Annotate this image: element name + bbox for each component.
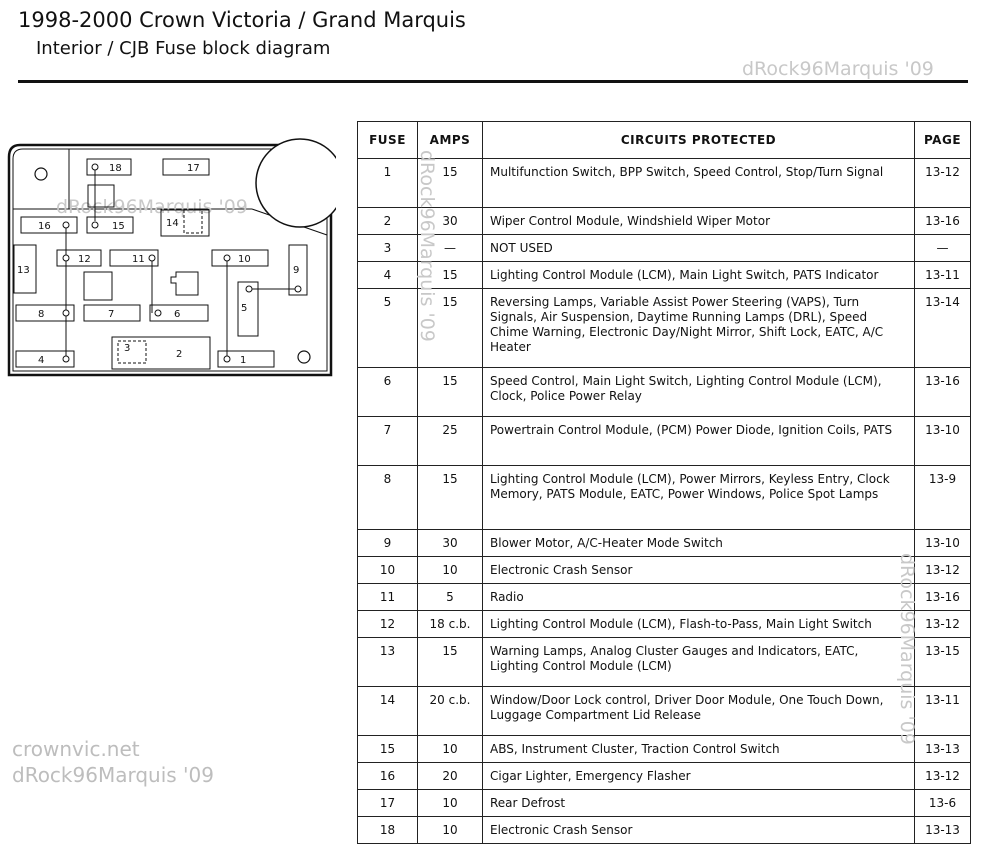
fuse-page: 13-14 (915, 289, 971, 368)
page-title: 1998-2000 Crown Victoria / Grand Marquis (18, 8, 466, 32)
table-row (358, 638, 971, 687)
table-row (358, 611, 971, 638)
relay-block (171, 272, 198, 295)
fuse-amps: 15 (418, 289, 483, 368)
fuse-number: 4 (358, 262, 418, 289)
fuse-3 (118, 341, 146, 363)
fuse-page: 13-9 (915, 466, 971, 530)
fuse-amps: 20 c.b. (418, 687, 483, 736)
fuse-number: 12 (358, 611, 418, 638)
fuse-page: 13-16 (915, 368, 971, 417)
watermark-vertical: dRock96Marquis '09 (416, 150, 438, 342)
fuse-amps: 10 (418, 790, 483, 817)
fuse-terminal (63, 310, 69, 316)
fuse-number: 6 (358, 368, 418, 417)
fuse-amps: 30 (418, 530, 483, 557)
fuse-number: 14 (358, 687, 418, 736)
fuse-1-label: 1 (240, 355, 247, 366)
fuse-terminal (149, 255, 155, 261)
fuse-4-label: 4 (38, 355, 45, 366)
title-divider (18, 80, 968, 83)
fuse-page: 13-12 (915, 611, 971, 638)
table-row (358, 817, 971, 844)
table-row (358, 687, 971, 736)
fuse-page: — (915, 235, 971, 262)
fuse-amps: 15 (418, 466, 483, 530)
fuse-number: 5 (358, 289, 418, 368)
fuse-amps: 15 (418, 368, 483, 417)
fuse-circuits: Speed Control, Main Light Switch, Lighting Control Module (LCM), Clock, Police Power Relay (483, 368, 915, 417)
fuse-18-label: 18 (109, 163, 122, 174)
fuse-page: 13-12 (915, 763, 971, 790)
watermark-top: dRock96Marquis '09 (742, 58, 934, 80)
table-row (358, 262, 971, 289)
fuse-page: 13-11 (915, 262, 971, 289)
fuse-9-label: 9 (293, 265, 300, 276)
fuse-number: 17 (358, 790, 418, 817)
fuse-table (357, 121, 971, 844)
table-row (358, 557, 971, 584)
diagram-watermark: dRock96Marquis '09 (56, 196, 248, 218)
fuse-circuits: Blower Motor, A/C-Heater Mode Switch (483, 530, 915, 557)
fuse-10-label: 10 (238, 254, 251, 265)
fuse-terminal (246, 286, 252, 292)
column-header-circuits: CIRCUITS PROTECTED (483, 122, 915, 159)
fuse-page: 13-15 (915, 638, 971, 687)
fuse-terminal (63, 356, 69, 362)
fuse-amps: 15 (418, 262, 483, 289)
fuse-page: 13-6 (915, 790, 971, 817)
fuse-amps: 20 (418, 763, 483, 790)
fuse-circuits: Cigar Lighter, Emergency Flasher (483, 763, 915, 790)
fuse-circuits: Reversing Lamps, Variable Assist Power Steering (VAPS), Turn Signals, Air Suspension, Daytime Running Lamps (DRL), Speed Chime Warning, Electronic Day/Night Mirror, Shift Lock, EATC, A/C Heater (483, 289, 915, 368)
fuse-13-label: 13 (17, 265, 30, 276)
fuse-page: 13-13 (915, 817, 971, 844)
watermark-site: crownvic.net (12, 737, 140, 761)
fuse-circuits: Window/Door Lock control, Driver Door Module, One Touch Down, Luggage Compartment Lid Release (483, 687, 915, 736)
fuse-number: 1 (358, 159, 418, 208)
relay-block (84, 272, 112, 300)
fuse-terminal (92, 164, 98, 170)
table-row (358, 235, 971, 262)
fuse-17-label: 17 (187, 163, 200, 174)
mounting-hole (35, 168, 47, 180)
fuse-circuits: NOT USED (483, 235, 915, 262)
fuse-number: 10 (358, 557, 418, 584)
table-row (358, 289, 971, 368)
fuse-terminal (92, 222, 98, 228)
fuse-number: 9 (358, 530, 418, 557)
table-row (358, 763, 971, 790)
fuse-circuits: Rear Defrost (483, 790, 915, 817)
fuse-page: 13-12 (915, 159, 971, 208)
fuse-14-label: 14 (166, 218, 179, 229)
table-row (358, 790, 971, 817)
fuse-amps: 15 (418, 159, 483, 208)
fuse-terminal (63, 255, 69, 261)
fuse-amps: — (418, 235, 483, 262)
fuse-amps: 5 (418, 584, 483, 611)
fuse-terminal (155, 310, 161, 316)
fuse-circuits: Powertrain Control Module, (PCM) Power Diode, Ignition Coils, PATS (483, 417, 915, 466)
fuse-number: 16 (358, 763, 418, 790)
page-subtitle: Interior / CJB Fuse block diagram (36, 38, 331, 59)
fuse-12-label: 12 (78, 254, 91, 265)
table-row (358, 159, 971, 208)
table-row (358, 736, 971, 763)
fuse-amps: 10 (418, 736, 483, 763)
column-header-fuse: FUSE (358, 122, 418, 159)
watermark-bottom: dRock96Marquis '09 (12, 763, 214, 787)
fuse-circuits: Warning Lamps, Analog Cluster Gauges and Indicators, EATC, Lighting Control Module (LCM) (483, 638, 915, 687)
column-header-amps: AMPS (418, 122, 483, 159)
fuse-page: 13-12 (915, 557, 971, 584)
fuse-number: 2 (358, 208, 418, 235)
relay-circle (256, 139, 336, 227)
table-row (358, 466, 971, 530)
fuse-page: 13-16 (915, 584, 971, 611)
fuse-amps: 30 (418, 208, 483, 235)
fuse-5-label: 5 (241, 303, 248, 314)
fuse-16-label: 16 (38, 221, 51, 232)
table-row (358, 584, 971, 611)
fuse-number: 7 (358, 417, 418, 466)
fuse-circuits: Electronic Crash Sensor (483, 557, 915, 584)
fuse-amps: 10 (418, 557, 483, 584)
fuse-number: 13 (358, 638, 418, 687)
fuse-circuits: Lighting Control Module (LCM), Main Light Switch, PATS Indicator (483, 262, 915, 289)
fuse-circuits: Wiper Control Module, Windshield Wiper Motor (483, 208, 915, 235)
fuse-number: 8 (358, 466, 418, 530)
fuse-page: 13-10 (915, 417, 971, 466)
table-row (358, 208, 971, 235)
fuse-17 (163, 159, 209, 175)
fuse-8-label: 8 (38, 309, 45, 320)
fuse-amps: 15 (418, 638, 483, 687)
fuse-3-label: 3 (124, 343, 131, 354)
fuse-number: 11 (358, 584, 418, 611)
fuse-6-label: 6 (174, 309, 181, 320)
fuse-circuits: Multifunction Switch, BPP Switch, Speed Control, Stop/Turn Signal (483, 159, 915, 208)
fuse-number: 18 (358, 817, 418, 844)
fuse-2-label: 2 (176, 349, 183, 360)
fuse-circuits: Electronic Crash Sensor (483, 817, 915, 844)
fuse-amps: 18 c.b. (418, 611, 483, 638)
column-header-page: PAGE (915, 122, 971, 159)
fuse-page: 13-10 (915, 530, 971, 557)
mounting-hole (298, 351, 310, 363)
fuse-block-diagram (6, 135, 336, 385)
fuse-page: 13-11 (915, 687, 971, 736)
fuse-15-label: 15 (112, 221, 125, 232)
fuse-7-label: 7 (108, 309, 115, 320)
fuse-circuits: Radio (483, 584, 915, 611)
fuse-terminal (295, 286, 301, 292)
table-row (358, 368, 971, 417)
watermark-vertical: dRock96Marquis '09 (896, 553, 918, 745)
fuse-amps: 10 (418, 817, 483, 844)
fuse-page: 13-13 (915, 736, 971, 763)
fuse-amps: 25 (418, 417, 483, 466)
fuse-terminal (224, 255, 230, 261)
fuse-number: 3 (358, 235, 418, 262)
fuse-terminal (63, 222, 69, 228)
fuse-circuits: ABS, Instrument Cluster, Traction Control Switch (483, 736, 915, 763)
table-row (358, 417, 971, 466)
fuse-page: 13-16 (915, 208, 971, 235)
fuse-number: 15 (358, 736, 418, 763)
fuse-circuits: Lighting Control Module (LCM), Flash-to-Pass, Main Light Switch (483, 611, 915, 638)
fuse-circuits: Lighting Control Module (LCM), Power Mirrors, Keyless Entry, Clock Memory, PATS Module, EATC, Power Windows, Police Spot Lamps (483, 466, 915, 530)
table-row (358, 530, 971, 557)
fuse-11-label: 11 (132, 254, 145, 265)
fuse-terminal (224, 356, 230, 362)
table-header-row (358, 122, 971, 159)
